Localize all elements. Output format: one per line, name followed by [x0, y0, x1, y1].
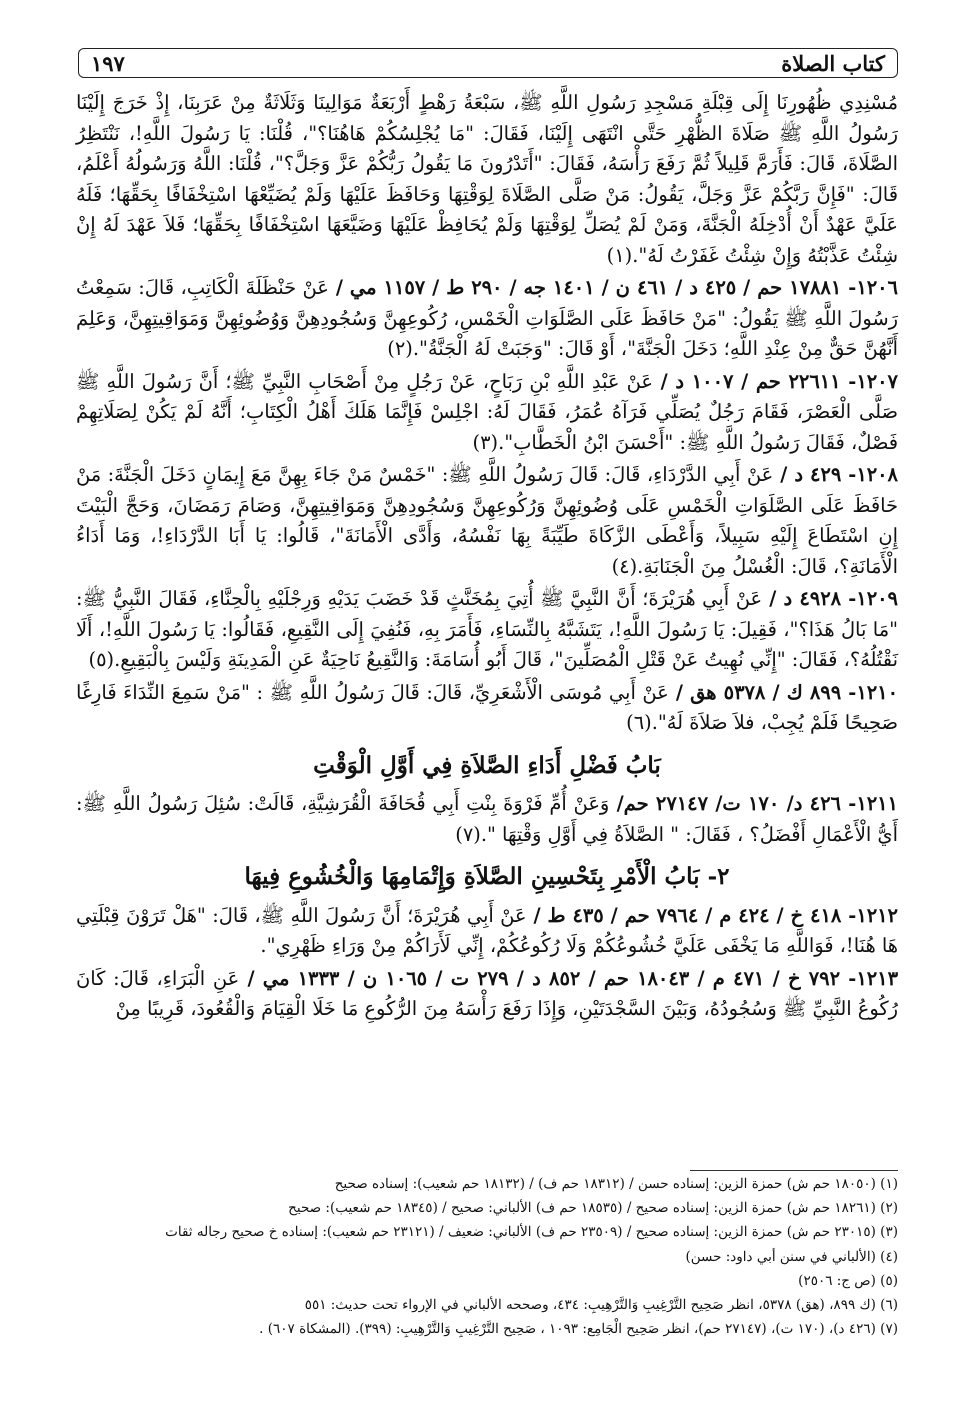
footnote-4: (٤) (الألباني في سنن أبي داود: حسن) — [685, 1248, 898, 1265]
hadith-1207 — [76, 367, 898, 459]
hadith-1209 — [76, 584, 898, 676]
footnotes — [76, 1172, 898, 1341]
footnote-7: (٧) (٤٢٦ د)، (١٧٠ ت)، (٢٧١٤٧ حم)، انظر صَحِيح الْجَامِع: ١٠٩٣ ، صَحِيح التَّرْغِيبِ وَالتَّرْهِيبِ: (٣٩٩). (المشكاة ٦٠٧) . — [259, 1321, 898, 1338]
footnote-separator — [690, 1170, 898, 1171]
hadith-text: عَنْ أَبِي مُوسَى الْأَشْعَرِيِّ، قَالَ: قَالَ رَسُولُ اللَّهِ ﷺ : "مَنْ سَمِعَ النِّدَاءَ فَارِغًا صَحِيحًا فَلَمْ يُجِبْ، فلاَ صَلاَةَ لَهُ".(٦) — [76, 680, 898, 734]
hadith-reference: ١٢٠٦- ١٧٨٨١ حم / ٤٢٥ د / ٤٦١ ن / ١٤٠١ جه / ٢٩٠ ط / ١١٥٧ مي / — [328, 276, 898, 299]
section-heading-2: ٢- بَابُ الْأَمْرِ بِتَحْسِينِ الصَّلاَةِ وَإِتْمَامِهَا وَالْخُشُوعِ فِيهَا — [244, 863, 730, 890]
footnote-1: (١) (١٨٠٥٠ حم ش) حمزة الزين: إسناده حسن / (١٨٣١٢ حم ف) / (١٨١٣٢ حم شعيب): إسناده صحيح — [334, 1176, 898, 1192]
footnote-5: (٥) (ص ج: ٢٥٠٦) — [798, 1272, 898, 1289]
hadith-text: عَنْ أَبِي الدَّرْدَاءِ، قَالَ: قَالَ رَسُولُ اللَّهِ ﷺ: "خَمْسٌ مَنْ جَاءَ بِهِنَّ مَعَ إِيمَانٍ دَخَلَ الْجَنَّةَ: مَنْ حَافَظَ عَلَى الصَّلَوَاتِ الْخَمْسِ عَلَى وُضُوئِهِنَّ وَرُكُوعِهِنَّ وَسُجُودِهِنَّ وَمَوَاقِيتِهِنَّ، وَصَامَ رَمَضَانَ، وَحَجَّ الْبَيْتَ إِنِ اسْتَطَاعَ إِلَيْهِ سَبِيلاً، وَأَعْطَى الزَّكَاةَ طَيِّبَةً بِهَا نَفْسُهُ، وَأَدَّى الْأَمَانَةَ"، قَالُوا: يَا أَبَا الدَّرْدَاءِ!، وَمَا أَدَاءُ الْأَمَانَةِ؟، قَالَ: الْغُسْلُ مِنَ الْجَنَابَةِ.(٤) — [76, 463, 898, 578]
hadith-1213 — [76, 964, 898, 1025]
hadith-reference: ١٢٠٧- ٢٢٦١١ حم / ١٠٠٧ د / — [652, 369, 898, 393]
hadith-reference: ١٢١٣- ٧٩٢ خ / ٤٧١ م / ١٨٠٤٣ حم / ٨٥٢ د / ٢٧٩ ت / ١٠٦٥ ن / ١٣٣٣ مي / — [239, 966, 898, 990]
hadith-reference: ١٢١٠- ٨٩٩ ك / ٥٣٧٨ هق / — [668, 680, 898, 704]
intro-paragraph: مُسْنِدِي ظُهُورِنَا إِلَى قِبْلَةِ مَسْجِدِ رَسُولِ اللَّهِ ﷺ، سَبْعَةُ رَهْطٍ أَرْبَعَةٌ مَوَالِينَا وَثَلَاثَةٌ مِنْ عَرَبِنَا، إِذْ خَرَجَ إِلَيْنَا رَسُولُ اللَّهِ ﷺ صَلَاةَ الظُّهْرِ حَتَّى انْتَهَى إِلَيْنَا، فَقَالَ: "مَا يُجْلِسُكُمْ هَاهُنَا؟"، قُلْنَا: يَا رَسُولَ اللَّهِ!، نَنْتَظِرُ الصَّلَاةَ، قَالَ: فَأَرَمَّ قَلِيلاً ثُمَّ رَفَعَ رَأْسَهُ، فَقَالَ: "أَتَدْرُونَ مَا يَقُولُ رَبُّكُمْ عَزَّ وَجَلَّ؟"، قُلْنَا: اللَّهُ وَرَسُولُهُ أَعْلَمُ، قَالَ: "فَإِنَّ رَبَّكُمْ عَزَّ وَجَلَّ، يَقُولُ: مَنْ صَلَّى الصَّلَاةَ لِوَقْتِهَا وَحَافَظَ عَلَيْهَا وَلَمْ يُضَيِّعْهَا اسْتِخْفَافًا بِحَقِّهَا؛ فَلَهُ عَلَيَّ عَهْدٌ أَنْ أُدْخِلَهُ الْجَنَّةَ، وَمَنْ لَمْ يُصَلِّ لِوَقْتِهَا وَلَمْ يُحَافِظْ عَلَيْهَا وَضَيَّعَهَا اسْتِخْفَافًا بِحَقِّهَا؛ فَلاَ عَهْدَ لَهُ إِنْ شِئْتُ عَذَّبْتُهُ وَإِنْ شِئْتُ غَفَرْتُ لَهُ".(١) — [76, 91, 898, 267]
chapter-title: كتاب الصلاة — [781, 50, 885, 76]
page-body — [76, 88, 898, 1027]
page-number: ١٩٧ — [91, 50, 125, 76]
hadith-reference: ١٢١٢- ٤١٨ خ / ٤٢٤ م / ٧٩٦٤ حم / ٤٣٥ ط / — [526, 903, 898, 927]
hadith-text: عَنْ أَبِي هُرَيْرَةَ؛ أَنَّ رَسُولَ اللَّهِ ﷺ، قَالَ: "هَلْ تَرَوْنَ قِبْلَتِي هَا هُنَا!، فَوَاللَّهِ مَا يَخْفَى عَلَيَّ خُشُوعُكُمْ وَلَا رُكُوعُكُمْ، إِنِّي لَأَرَاكُمْ مِنْ وَرَاءِ ظَهْرِي". — [76, 903, 898, 957]
page-header — [78, 48, 898, 78]
hadith-1212 — [76, 901, 898, 962]
hadith-1208 — [76, 460, 898, 582]
hadith-text: عَنْ أَبِي هُرَيْرَةَ؛ أَنَّ النَّبِيَّ ﷺ أُتِيَ بِمُخَنَّثٍ قَدْ خَضَبَ يَدَيْهِ وَرِجْلَيْهِ بِالْحِنَّاءِ، فَقَالَ النَّبِيُّ ﷺ: "مَا بَالُ هَذَا؟"، فَقِيلَ: يَا رَسُولَ اللَّهِ!، يَتَشَبَّهُ بِالنِّسَاءِ، فَأَمَرَ بِهِ، فَنُفِيَ إِلَى النَّقِيعِ، فَقَالُوا: يَا رَسُولَ اللَّهِ!، أَلَا نَقْتُلُهُ؟، فَقَالَ: "إِنِّي نُهِيتُ عَنْ قَتْلِ الْمُصَلِّينَ"، قَالَ أَبُو أُسَامَةَ: وَالنَّقِيعُ نَاحِيَةٌ عَنِ الْمَدِينَةِ وَلَيْسَ بِالْبَقِيعِ.(٥) — [76, 587, 898, 671]
section-heading-1: بَابُ فَضْلِ أَدَاءِ الصَّلاَةِ فِي أَوَّلِ الْوَقْتِ — [313, 751, 661, 779]
hadith-1210 — [76, 678, 898, 739]
hadith-reference: ١٢١١- ٤٢٦ د/ ١٧٠ ت/ ٢٧١٤٧ حم/ — [609, 792, 898, 815]
footnote-6: (٦) (ك ٨٩٩، (هق) ٥٣٧٨، انظر صَحِيح التَّرْغِيبِ وَالتَّرْهِيبِ: ٤٣٤، وصححه الألباني في الإرواء تحت حديث: ٥٥١ — [304, 1297, 898, 1314]
footnote-2: (٢) (١٨٢٦١ حم ش) حمزة الزين: إسناده صحيح / (١٨٥٣٥ حم ف) الألباني: صحيح / (١٨٣٤٥ حم شعيب): صحيح — [288, 1200, 898, 1217]
hadith-1211 — [76, 789, 898, 850]
hadith-text: عَنْ عَبْدِ اللَّهِ بْنِ رَبَاحٍ، عَنْ رَجُلٍ مِنْ أَصْحَابِ النَّبِيِّ ﷺ؛ أَنَّ رَسُولَ اللَّهِ ﷺ صَلَّى الْعَصْرَ، فَقَامَ رَجُلٌ يُصَلِّي فَرَآهُ عُمَرُ، فَقَالَ لَهُ: اجْلِسْ فَإِنَّمَا هَلَكَ أَهْلُ الْكِتَابِ؛ أَنَّهُ لَمْ يَكُنْ لِصَلَاتِهِمْ فَصْلٌ، فَقَالَ رَسُولُ اللَّهِ ﷺ: "أَحْسَنَ ابْنُ الْخَطَّابِ".(٣) — [76, 369, 898, 454]
hadith-reference: ١٢٠٨- ٤٢٩ د / — [773, 463, 898, 486]
hadith-text: وَعَنْ أُمِّ فَرْوَةَ بِنْتِ أَبِي قُحَافَةَ الْقُرَشِيَّةِ، قَالَتْ: سُئِلَ رَسُولُ اللَّهِ ﷺ: أَيُّ الْأَعْمَالِ أَفْضَلُ؟ ، فَقَالَ: " الصَّلاَةُ فِي أَوَّلِ وَقْتِهَا ".(٧) — [76, 792, 898, 846]
hadith-reference: ١٢٠٩- ٤٩٢٨ د / — [762, 587, 898, 610]
hadith-text: عَنْ حَنْظَلَةَ الْكَاتِبِ، قَالَ: سَمِعْتُ رَسُولَ اللَّهِ ﷺ يَقُولُ: "مَنْ حَافَظَ عَلَى الصَّلَوَاتِ الْخَمْسِ، رُكُوعِهِنَّ وَسُجُودِهِنَّ وَوُضُوئِهِنَّ وَمَوَاقِيتِهِنَّ، وَعَلِمَ أَنَّهُنَّ حَقٌّ مِنْ عِنْدِ اللَّهِ؛ دَخَلَ الْجَنَّةَ"، أَوْ قَالَ: "وَجَبَتْ لَهُ الْجَنَّةُ".(٢) — [76, 276, 898, 360]
hadith-text: عَنِ الْبَرَاءِ، قَالَ: كَانَ رُكُوعُ النَّبِيِّ ﷺ وَسُجُودُهُ، وَبَيْنَ السَّجْدَتَيْنِ، وَإِذَا رَفَعَ رَأْسَهُ مِنَ الرُّكُوعِ مَا خَلَا الْقِيَامَ وَالْقُعُودَ، قَرِيبًا مِنْ — [76, 966, 898, 1020]
hadith-1206 — [76, 273, 898, 365]
footnote-3: (٣) (٢٣٠١٥ حم ش) حمزة الزين: إسناده صحيح / (٢٣٥٠٩ حم ف) الألباني: ضعيف / (٢٣١٢١ حم شعيب): إسناده خ صحيح رجاله ثقات — [165, 1224, 898, 1241]
